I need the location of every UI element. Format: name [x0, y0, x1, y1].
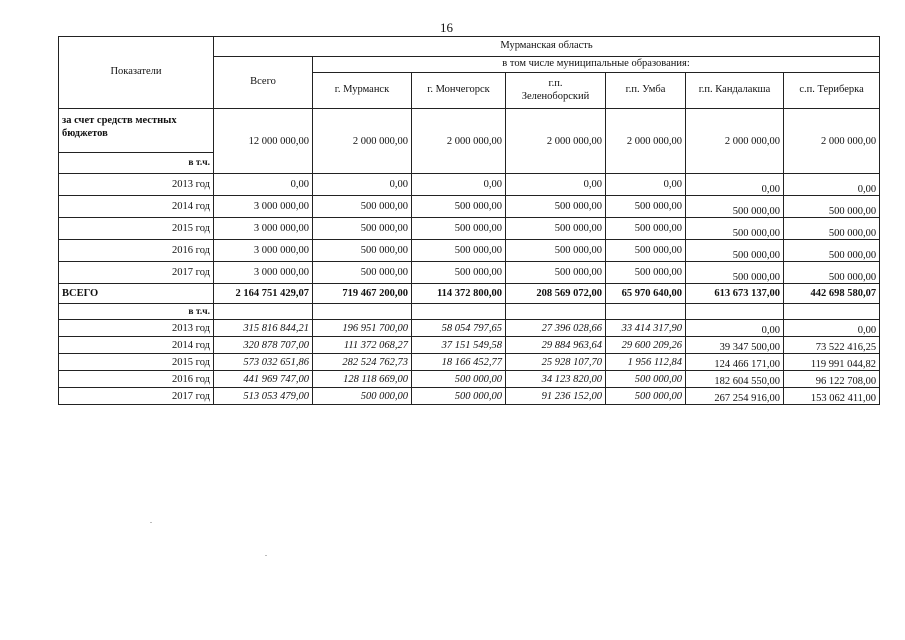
value-cell: 500 000,00 — [784, 218, 880, 240]
value-cell: 25 928 107,70 — [506, 354, 606, 371]
municipal-subtitle: в том числе муниципальные образования: — [313, 57, 880, 73]
empty-cell — [686, 304, 784, 320]
empty-cell — [784, 304, 880, 320]
value-cell: 500 000,00 — [506, 218, 606, 240]
incl-label: в т.ч. — [59, 304, 214, 320]
value-cell: 12 000 000,00 — [214, 109, 313, 174]
value-cell: 0,00 — [784, 320, 880, 337]
value-cell: 500 000,00 — [412, 218, 506, 240]
value-cell: 29 884 963,64 — [506, 337, 606, 354]
value-cell: 2 000 000,00 — [606, 109, 686, 174]
value-cell: 124 466 171,00 — [686, 354, 784, 371]
year-label: 2016 год — [59, 240, 214, 262]
year-label: 2013 год — [59, 320, 214, 337]
municipality-header: г. Мурманск — [313, 73, 412, 109]
total-value-cell: 613 673 137,00 — [686, 284, 784, 304]
value-cell: 513 053 479,00 — [214, 388, 313, 405]
total-value-cell: 65 970 640,00 — [606, 284, 686, 304]
scan-artifact — [150, 522, 152, 523]
value-cell: 315 816 844,21 — [214, 320, 313, 337]
value-cell: 500 000,00 — [686, 240, 784, 262]
value-cell: 500 000,00 — [506, 240, 606, 262]
value-cell: 37 151 549,58 — [412, 337, 506, 354]
year-label: 2017 год — [59, 262, 214, 284]
year-row — [59, 354, 880, 371]
value-cell: 500 000,00 — [506, 262, 606, 284]
value-cell: 3 000 000,00 — [214, 196, 313, 218]
value-cell: 96 122 708,00 — [784, 371, 880, 388]
empty-cell — [412, 304, 506, 320]
total-value-cell: 114 372 800,00 — [412, 284, 506, 304]
value-cell: 441 969 747,00 — [214, 371, 313, 388]
value-cell: 282 524 762,73 — [313, 354, 412, 371]
grand-total-label: ВСЕГО — [59, 284, 214, 304]
local-budgets-label: за счет средств местных бюджетов — [59, 109, 214, 153]
year-row — [59, 262, 880, 284]
value-cell: 500 000,00 — [784, 196, 880, 218]
value-cell: 0,00 — [606, 174, 686, 196]
value-cell: 500 000,00 — [784, 262, 880, 284]
local-budget-year-rows — [59, 174, 880, 284]
value-cell: 0,00 — [784, 174, 880, 196]
value-cell: 2 000 000,00 — [686, 109, 784, 174]
value-cell: 2 000 000,00 — [784, 109, 880, 174]
value-cell: 111 372 068,27 — [313, 337, 412, 354]
municipality-header: г.п. Зеленоборский — [506, 73, 606, 109]
year-label: 2015 год — [59, 354, 214, 371]
value-cell: 33 414 317,90 — [606, 320, 686, 337]
year-row — [59, 218, 880, 240]
value-cell: 500 000,00 — [686, 262, 784, 284]
incl-label: в т.ч. — [59, 153, 214, 174]
value-cell: 2 000 000,00 — [506, 109, 606, 174]
year-row — [59, 337, 880, 354]
value-cell: 73 522 416,25 — [784, 337, 880, 354]
value-cell: 500 000,00 — [313, 196, 412, 218]
value-cell: 500 000,00 — [313, 262, 412, 284]
value-cell: 500 000,00 — [606, 240, 686, 262]
value-cell: 58 054 797,65 — [412, 320, 506, 337]
value-cell: 34 123 820,00 — [506, 371, 606, 388]
value-cell: 3 000 000,00 — [214, 240, 313, 262]
value-cell: 39 347 500,00 — [686, 337, 784, 354]
municipality-header: г.п. Кандалакша — [686, 73, 784, 109]
value-cell: 2 000 000,00 — [412, 109, 506, 174]
year-row — [59, 371, 880, 388]
value-cell: 500 000,00 — [606, 262, 686, 284]
value-cell: 0,00 — [686, 174, 784, 196]
year-row — [59, 196, 880, 218]
value-cell: 500 000,00 — [686, 196, 784, 218]
value-cell: 153 062 411,00 — [784, 388, 880, 405]
value-cell: 500 000,00 — [606, 371, 686, 388]
grand-total-row — [59, 284, 880, 304]
year-label: 2014 год — [59, 337, 214, 354]
grand-total-incl-row — [59, 304, 880, 320]
value-cell: 196 951 700,00 — [313, 320, 412, 337]
value-cell: 182 604 550,00 — [686, 371, 784, 388]
municipality-header: г.п. Умба — [606, 73, 686, 109]
year-row — [59, 388, 880, 405]
value-cell: 3 000 000,00 — [214, 218, 313, 240]
year-row — [59, 174, 880, 196]
value-cell: 500 000,00 — [412, 262, 506, 284]
empty-cell — [606, 304, 686, 320]
value-cell: 500 000,00 — [686, 218, 784, 240]
value-cell: 320 878 707,00 — [214, 337, 313, 354]
year-label: 2015 год — [59, 218, 214, 240]
value-cell: 500 000,00 — [412, 240, 506, 262]
local-budgets-row — [59, 109, 880, 153]
region-header: Мурманская область — [214, 37, 880, 57]
municipality-header: г. Мончегорск — [412, 73, 506, 109]
value-cell: 2 000 000,00 — [313, 109, 412, 174]
municipality-header: с.п. Териберка — [784, 73, 880, 109]
value-cell: 18 166 452,77 — [412, 354, 506, 371]
value-cell: 500 000,00 — [606, 388, 686, 405]
value-cell: 500 000,00 — [412, 388, 506, 405]
value-cell: 128 118 669,00 — [313, 371, 412, 388]
year-label: 2017 год — [59, 388, 214, 405]
total-value-cell: 719 467 200,00 — [313, 284, 412, 304]
empty-cell — [313, 304, 412, 320]
value-cell: 500 000,00 — [313, 240, 412, 262]
value-cell: 500 000,00 — [412, 371, 506, 388]
value-cell: 500 000,00 — [412, 196, 506, 218]
value-cell: 1 956 112,84 — [606, 354, 686, 371]
page-number: 16 — [440, 20, 453, 35]
value-cell: 119 991 044,82 — [784, 354, 880, 371]
value-cell: 500 000,00 — [784, 240, 880, 262]
value-cell: 27 396 028,66 — [506, 320, 606, 337]
value-cell: 500 000,00 — [313, 388, 412, 405]
header-row-region — [59, 37, 880, 57]
value-cell: 29 600 209,26 — [606, 337, 686, 354]
year-label: 2013 год — [59, 174, 214, 196]
budget-table — [58, 36, 880, 405]
value-cell: 573 032 651,86 — [214, 354, 313, 371]
grand-total-year-rows — [59, 320, 880, 405]
value-cell: 0,00 — [214, 174, 313, 196]
value-cell: 91 236 152,00 — [506, 388, 606, 405]
value-cell: 0,00 — [412, 174, 506, 196]
indicators-header: Показатели — [59, 37, 214, 109]
value-cell: 3 000 000,00 — [214, 262, 313, 284]
value-cell: 500 000,00 — [606, 218, 686, 240]
scan-artifact — [265, 555, 267, 556]
total-header: Всего — [214, 57, 313, 109]
value-cell: 500 000,00 — [606, 196, 686, 218]
value-cell: 267 254 916,00 — [686, 388, 784, 405]
year-row — [59, 320, 880, 337]
empty-cell — [506, 304, 606, 320]
value-cell: 0,00 — [506, 174, 606, 196]
year-row — [59, 240, 880, 262]
year-label: 2014 год — [59, 196, 214, 218]
value-cell: 500 000,00 — [506, 196, 606, 218]
value-cell: 0,00 — [313, 174, 412, 196]
empty-cell — [214, 304, 313, 320]
value-cell: 500 000,00 — [313, 218, 412, 240]
value-cell: 0,00 — [686, 320, 784, 337]
total-value-cell: 2 164 751 429,07 — [214, 284, 313, 304]
year-label: 2016 год — [59, 371, 214, 388]
total-value-cell: 442 698 580,07 — [784, 284, 880, 304]
total-value-cell: 208 569 072,00 — [506, 284, 606, 304]
